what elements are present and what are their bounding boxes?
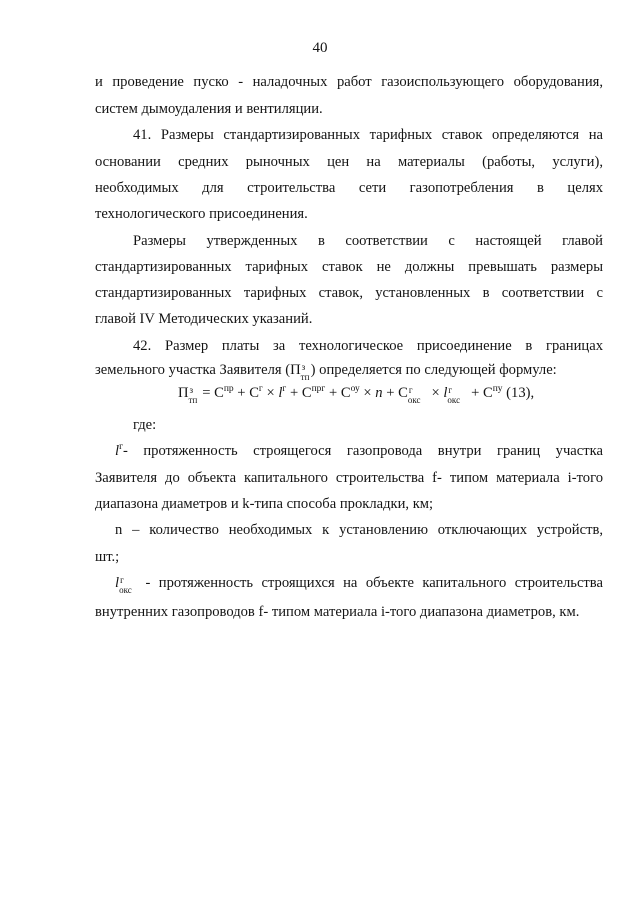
definition-l-line: диапазона диаметров и k-типа способа прокладки, км; [95,496,434,512]
paragraph-41-line: основании средних рыночных цен на материалы (работы, услуги), [95,154,603,170]
tariff-formula: П з тп = $С^{пр} + С^г \times l^г + С^{прг} + С^{оу} \times n + С$ г окс × l г окс + $С^{пу}$ (13), [178,384,535,405]
paragraph-42-line: 42. Размер платы за технологическое присоединение в границах [133,338,603,354]
paragraph-line: стандартизированных тарифных ставок, установленных в соответствии с [95,285,603,301]
paragraph-line: и проведение пуско - наладочных работ газоиспользующего оборудования, [95,74,603,90]
where-label: где: [133,417,157,433]
paragraph-41-line: необходимых для строительства сети газопотребления в целях [95,180,603,196]
definition-l-line: $l^г-$ протяженность строящегося газопровода внутри границ участка [115,442,603,459]
paragraph-line: Размеры утвержденных в соответствии с настоящей главой [133,233,603,249]
paragraph-41-line: технологического присоединения. [95,206,308,222]
paragraph-line: главой IV Методических указаний. [95,311,313,327]
paragraph-42-line: земельного участка Заявителя (П з тп ) определяется по следующей формуле: [95,362,557,382]
paragraph-line: систем дымоудаления и вентиляции. [95,101,323,117]
page-number: 40 [312,40,328,56]
definition-l-line: Заявителя до объекта капитального строительства f- типом материала i-того [95,470,603,486]
definition-loks-line: l г окс - протяженность строящихся на объекте капитального строительства [115,575,603,595]
definition-n-line: n – количество необходимых к установлению отключающих устройств, [115,522,603,538]
paragraph-line: стандартизированных тарифных ставок не должны превышать размеры [95,259,603,275]
paragraph-41-line: 41. Размеры стандартизированных тарифных ставок определяются на [133,127,603,143]
definition-n-line: шт.; [95,549,120,565]
definition-loks-line: внутренних газопроводов f- типом материала i-того диапазона диаметров, км. [95,604,580,620]
